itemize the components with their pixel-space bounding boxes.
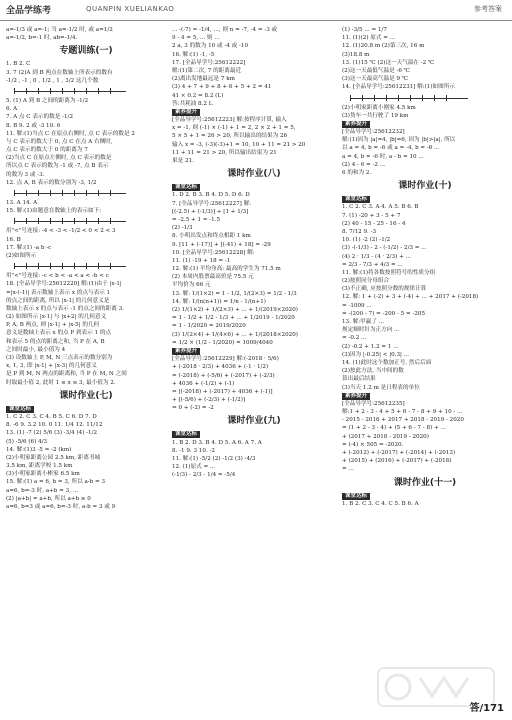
- answer-line: 算出最后结果: [342, 376, 376, 383]
- tag-row: [172, 183, 336, 191]
- answer-line: = 0 + (-2) = -2: [172, 405, 214, 412]
- number-line-tick: [86, 190, 87, 196]
- answer-line: x, 1, 3, 即 |x-1| + |x-3| 的几何意义: [6, 363, 97, 370]
- number-line-tick: [74, 218, 75, 224]
- answer-line: [(-2.5) + (-1/3)] + [1 + 1/3]: [172, 208, 249, 215]
- answer-line: a=6, b=3 或 a=6, b=-3 时, a-b = 3 或 9: [6, 504, 116, 510]
- answer-line: 17. 解:(1) -a b -c: [6, 244, 52, 251]
- answer-line: 11 + 11 = 21 > 20, 所以输出结果为 21: [172, 149, 277, 156]
- tag-row: [342, 120, 508, 128]
- tag-row: [172, 347, 336, 355]
- number-line-tick: [98, 218, 99, 224]
- answer-line: 11. 解:(1)将各数按照符号的性质分组: [342, 269, 436, 276]
- answer-line: 规定顺时针为正方向 ...: [342, 327, 400, 334]
- answer-line: - 2015 - 2016 + 2017 + 2018 - 2019 - 2020: [342, 417, 464, 424]
- answer-line: 7. [全品导学号:25612227] 解:: [172, 200, 252, 207]
- answer-line: 9 - 4 = 5, ... 则 ...: [172, 35, 220, 42]
- answer-line: 的点之间的距离, 所以 |x-1| 的几何意义是: [6, 297, 110, 304]
- category-tag: 素养提升: [172, 348, 200, 355]
- section-heading: 课时作业(七): [59, 390, 113, 401]
- answer-line: 41 × 0.2 = 8.2 (L): [172, 92, 224, 99]
- answer-line: (2) 40 - 15 - 25 - 16 - 4: [342, 220, 406, 227]
- answer-line: (5) -5/6 (6) 4/3: [6, 438, 48, 445]
- answer-line: 用"<"号连接: -4 < -3 < -1/2 < 0 < 2 < 3: [6, 228, 116, 235]
- category-tag: 素养提升: [342, 121, 370, 128]
- number-line-tick: [26, 218, 27, 224]
- answer-line: 的数为 3 或 -3.: [6, 171, 45, 178]
- category-tag: 课堂达标: [342, 196, 370, 203]
- answer-line: 3. 7 (2)A 到 B 两点在数轴上所表示的数有: [6, 69, 113, 76]
- answer-line: (2) 4 - 6 = -2 ...: [342, 161, 386, 168]
- number-line-tick: [38, 218, 39, 224]
- number-line-tick: [86, 218, 87, 224]
- answer-line: (3) 4 + 7 + 9 + 8 + 6 + 5 + 2 = 41: [172, 84, 272, 91]
- tag-row: [342, 195, 508, 203]
- tag-row: [172, 430, 336, 438]
- answer-line: 6 的和为 2.: [342, 170, 372, 176]
- answer-line: + (2017 + 2018 - 2019 - 2020): [342, 433, 429, 440]
- answer-line: 数轴上表示 x 的点与表示 -1 的点之间的距离 3.: [6, 305, 124, 312]
- section-heading: 课时作业(八): [227, 169, 281, 180]
- answer-line: 5 × 5 + 1 = 26 > 20, 所以输出的结果为 26: [172, 133, 288, 140]
- answer-line: 时取最小值 2, 此时 1 ≤ x ≤ 3, 最小值为 2.: [6, 379, 116, 386]
- answer-line: 15. 解:(1) a = 6, b = 3, 所以 a-b = 3: [6, 479, 106, 486]
- category-tag: 课堂达标: [172, 431, 200, 438]
- answer-line: 点 C 表示的数大于 0 的距离为 7: [6, 147, 88, 154]
- number-line-tick: [434, 95, 435, 101]
- answer-line: (2)这一天最低气温是 -6 ℃: [342, 67, 410, 74]
- number-line-tick: [86, 88, 87, 94]
- number-line-tick: [74, 190, 75, 196]
- answer-line: (3) 1/(2×4) + 1/(4×6) + ... + 1/(2018×2020): [172, 331, 298, 338]
- answer-line: = (-2018) + (-5/6) + (-2017) + (-2/3): [172, 372, 275, 379]
- answer-line: 解:(1)第二次, 7 的距离最近: [172, 67, 242, 74]
- number-line-tick: [38, 88, 39, 94]
- answer-line: 1. C 2. C 3. C 4. B 5. C 6. D 7. D: [6, 413, 97, 420]
- answer-line: 意义是数轴上表示 x 的点 P 到表示 1 的点: [6, 330, 112, 337]
- section-heading: 专题训练(一): [59, 46, 113, 57]
- number-line-tick: [110, 190, 111, 196]
- answer-line: 14. [全品导学号:25612231] 解:(1)如图所示: [342, 84, 455, 91]
- answer-line: (2)小明家距离公园 2.5 km, 距离书城: [6, 454, 101, 461]
- answer-line: 平均价为 66 元: [172, 282, 211, 289]
- answer-line: 8. B 9. 2 或 -3 10. 6: [6, 122, 61, 129]
- number-line-figure: [6, 260, 166, 272]
- answer-line: (2) |a+b| = a+b, 所以 a+b ≥ 0: [6, 495, 91, 502]
- tag-row: [342, 392, 508, 400]
- number-line-tick: [74, 88, 75, 94]
- page-header: [0, 0, 512, 21]
- answer-column-2: [172, 26, 336, 480]
- answer-line: (3)因为 |-0.25| < |0.3| ...: [342, 351, 410, 358]
- number-line-figure: [342, 92, 508, 104]
- answer-line: 答:共耗油 8.2 L: [172, 100, 213, 107]
- answer-line: a=-1/3 或 a=-1; 当 a=-1/2 时, 或 a=1/2: [6, 27, 113, 33]
- answer-line: (2)如图所示: [6, 252, 37, 259]
- answer-line: (2)按照同分母组合: [342, 278, 390, 285]
- number-line-tick: [74, 263, 75, 269]
- answer-line: (2)当点 C 在原点左侧时, 点 C 表示的数是: [6, 155, 112, 162]
- answer-line: = 1/2 × (1/2 - 1/2020) = 1009/4040: [172, 339, 273, 346]
- answer-line: a=6, b=-3 时, a+b = 3, ...: [6, 487, 79, 494]
- answer-line: (3)18.8 m: [342, 51, 370, 58]
- answer-line: = 1 - 1/2020 = 2019/2020: [172, 323, 246, 330]
- category-tag: 素养提升: [342, 393, 370, 400]
- answer-line: 10. [全品导学号:25612228] 解:: [172, 249, 255, 256]
- number-line-tick: [362, 95, 363, 101]
- answer-line: 18. [全品导学号:25612220] 解:(1)由于 |x-1|: [6, 281, 122, 288]
- answer-line: 16. 解:(1) -1, -5: [172, 51, 215, 58]
- answer-line: 17. [全品导学号:25612222]: [172, 59, 246, 66]
- number-line-tick: [62, 218, 63, 224]
- answer-line: 15. 解:(1)由题意在数轴上的表示如下:: [6, 208, 102, 215]
- answer-line: 14. (1)此时这个数加正号, 然后后面: [342, 359, 432, 366]
- answer-line: x = -1, 则 (-1) × (-1) + 1 = 2, 2 × 2 + 1 = 5,: [172, 125, 296, 132]
- answer-line: = -0.2 ...: [342, 335, 367, 342]
- answer-line: 1. C 2. C 3. A 4. A 5. B 6. B: [342, 204, 419, 211]
- answer-line: (2) -1/3: [172, 225, 193, 232]
- answer-line: 11. (1)(2) 原式 = ...: [342, 35, 396, 42]
- brand-subtitle: QUANPIN XUELIANKAO: [86, 5, 175, 13]
- number-line-tick: [14, 88, 15, 94]
- number-line-tick: [38, 263, 39, 269]
- number-line-tick: [446, 95, 447, 101]
- answer-line: + 4036 + (-1/2) + (-1): [172, 380, 235, 387]
- answer-line: (3)不正确, 应按照分数的规律计算: [342, 286, 427, 293]
- number-line-tick: [110, 88, 111, 94]
- answer-line: 13. A 14. A: [6, 200, 38, 206]
- number-line-tick: [50, 263, 51, 269]
- number-line-tick: [98, 263, 99, 269]
- number-line-tick: [98, 88, 99, 94]
- number-line-tick: [110, 263, 111, 269]
- answer-line: + [(-5/6) + (-2/3) + (-1/2)]: [172, 397, 246, 404]
- number-line-tick: [50, 88, 51, 94]
- number-line-tick: [398, 95, 399, 101]
- tag-row: [342, 492, 508, 500]
- answer-line: 与 C 表示的数大于 0, 点 C 在点 A 右侧时,: [6, 138, 113, 145]
- answer-line: 果是 21.: [172, 158, 194, 164]
- answer-line: + (-2018 · 2/3) + 4036 + (-1 · 1/2): [172, 364, 269, 371]
- answer-line: =|x-(-1)| 表示数轴上表示 x 的点与表示 1: [6, 289, 111, 296]
- page-number: 答/171: [469, 703, 504, 714]
- number-line-tick: [50, 190, 51, 196]
- answer-line: (4) 2 · 1/3 - (4 · 2/3) + ...: [342, 253, 411, 260]
- answer-line: [全品导学号:25612235]: [342, 400, 405, 407]
- answer-line: = -2.5 + 1 = -1.5: [172, 216, 221, 223]
- number-line-tick: [14, 218, 15, 224]
- answer-line: 10. (1) -2 (2) -1/2: [342, 237, 391, 244]
- number-line-figure: [6, 85, 166, 97]
- answer-line: 12. (1)20.8 m (2)第三次, 16 m: [342, 43, 425, 50]
- answer-line: 13. 解:甲赢了 ...: [342, 319, 385, 325]
- number-line-tick: [62, 263, 63, 269]
- answer-line: 1. B 2. C 3. C 4. C 5. B 6. A: [342, 500, 419, 507]
- number-line-tick: [110, 218, 111, 224]
- number-line-tick: [98, 190, 99, 196]
- answer-line: 14. 解: 1/(n(n+1)) = 1/n - 1/(n+1): [172, 298, 266, 305]
- answer-line: 13. (1)15 ℃ (2)这一天气温在 -2 ℃: [342, 59, 435, 66]
- answer-line: 13. 解: 1/(1×2) = 1 - 1/2, 1/(2×3) = 1/2 - 1/3: [172, 290, 297, 297]
- number-line-axis: [350, 98, 468, 99]
- answer-line: = 1 - 1/2 + 1/2 - 1/3 + ... + 1/2019 - 1/2020: [172, 315, 295, 322]
- answer-line: (2) 如图所示 |x-1| 与 |x+2| 的几何意义: [6, 314, 107, 321]
- answer-line: (2) 本周内股票最高价是 75.5 元: [172, 274, 254, 281]
- number-line-tick: [386, 95, 387, 101]
- answer-line: (-1/3) - 2/3 - 1/4 = -5/4: [172, 472, 236, 479]
- answer-line: 8. -1 9. 3 10. -2: [172, 447, 215, 454]
- answer-line: 12. (1)原式 = ...: [172, 464, 216, 471]
- answer-line: 和表示 5 的点的距离之和, 当 P 在 A, B: [6, 338, 105, 345]
- answer-line: 之间时最小, 最小值为 4: [6, 346, 66, 353]
- tag-row: [172, 108, 336, 116]
- answer-line: 1. D 2. B 3. B 4. D 5. D 6. D: [172, 192, 250, 199]
- category-tag: 素养提升: [172, 109, 200, 116]
- answer-line: 7. A 点 C 表示的数是 -1/2: [6, 114, 74, 121]
- answer-line: 11. 解:(1)当点 C 在原点右侧时, 点 C 表示的数是 2: [6, 130, 135, 137]
- number-line-tick: [26, 190, 27, 196]
- answer-line: = -(200 - 7) = -200 - 5 = -205: [342, 310, 426, 317]
- answer-line: 解:1 + 2 - 3 - 4 + 5 + 6 - 7 - 8 + 9 + 10 - ...: [342, 409, 463, 416]
- answer-line: (2)按此方法, 当中间的数: [342, 368, 404, 375]
- answer-line: 解:(1)因为 |a|=4, |b|=6, 因为 |b|>|a|, 所以: [342, 137, 456, 144]
- answer-line: ... -(-7) = -1/4, ..., 则 n = -7, -4 = -3 或: [172, 27, 278, 33]
- answer-line: (3)小明家距离小彬家 6.5 km: [6, 471, 80, 478]
- number-line-tick: [50, 218, 51, 224]
- answer-line: 6. A: [6, 106, 18, 113]
- answer-column-1: [6, 26, 166, 511]
- answer-line: (1) -3/5 ... = 1/7: [342, 27, 387, 33]
- answer-line: (3)这一天最高气温是 9 ℃: [342, 76, 409, 83]
- answer-line: 8. 7/12 9. -3: [342, 228, 377, 235]
- tag-row: [6, 405, 166, 413]
- answer-line: = (-4) × 505 = -2020.: [342, 441, 404, 448]
- number-line-tick: [38, 190, 39, 196]
- header-section-title: 参考答案: [474, 5, 502, 13]
- answer-line: (2)离出发地最远是 7 km: [172, 76, 235, 83]
- answer-line: + (2015) + (2016) + (-2017) + (-2018): [342, 458, 452, 465]
- answer-line: a = 4, b = -6 时, a - b = 10 ...: [342, 153, 424, 160]
- number-line-figure: [6, 215, 166, 227]
- answer-line: (3) 设数轴上 P, M, N 三点表示的数分别为: [6, 355, 113, 361]
- answer-line: (2)小明家距离小刚家 4.5 km: [342, 104, 416, 111]
- answer-line: 输入 x = -3, (-3)(-3)+1 = 10, 10 + 11 = 21 > 20: [172, 141, 306, 148]
- number-line-tick: [86, 263, 87, 269]
- answer-line: = (1 + 2 - 3 - 4) + (5 + 6 - 7 - 8) + ...: [342, 425, 446, 432]
- category-tag: 课堂达标: [6, 406, 34, 413]
- answer-line: = ...: [342, 466, 354, 473]
- answer-line: 所以点 C 表示的数为 -1 或 -7, 点 B 表示: [6, 163, 109, 170]
- answer-line: [全品导学号:25612229] 解:(-2018 · 5/6): [172, 356, 279, 363]
- answer-line: a=-1/2, b=-1 时, ab=-1/4.: [6, 35, 78, 42]
- answer-line: 8. 小明出发点和终点相距 1 km: [172, 233, 251, 240]
- answer-line: (3)货车一共行驶了 19 km: [342, 112, 409, 119]
- answer-line: 3.5 km, 距离学校 1.5 km: [6, 463, 73, 470]
- number-line-tick: [14, 263, 15, 269]
- brand-logo: 全品学练考: [6, 6, 52, 16]
- number-line-tick: [422, 95, 423, 101]
- answer-line: 9. [11 + (-17)] + [(-41) + 18] = -29: [172, 241, 271, 248]
- answer-line: 8. -6 9. 3.2 10. 0 11. 1/4 12. 11/12: [6, 422, 103, 429]
- section-heading: 课时作业(九): [227, 416, 281, 427]
- answer-line: (3)当天 1.2 m 是日程表的单位: [342, 384, 420, 391]
- answer-line: 12. 点 A, B 表示的数分别为 -3, 1/2: [6, 179, 97, 186]
- number-line-figure: [6, 187, 166, 199]
- answer-line: + (-2012) + (-2017) + (-2014) + (-2013): [342, 450, 456, 456]
- answer-line: 1. B 2. C: [6, 61, 31, 68]
- answer-line: (2) 1/(1×2) + 1/(2×3) + ... + 1/(2019×2020): [172, 307, 298, 313]
- category-tag: 课堂达标: [342, 493, 370, 500]
- answer-line: 13. (1) -7 (2) 5/6 (3) -3/4 (4) -1/2: [6, 430, 98, 437]
- answer-column-3: [342, 26, 508, 508]
- answer-line: (3) -(-1/3) - 2 - (-1/2) - 2/3 = ...: [342, 245, 427, 252]
- number-line-tick: [62, 190, 63, 196]
- answer-line: -1/2 , -1 , 0 , 1/2 , 1 , 3/2 这几个数: [6, 77, 99, 84]
- answer-line: 11. (1) -19 + 18 = -1: [172, 257, 231, 264]
- answer-line: = [(-2018) + (-2017) + 4036 + (-1)]: [172, 388, 273, 395]
- answer-line: (2) -0.2 + 1.2 = 1 ...: [342, 343, 399, 350]
- answer-line: 2 a, 3 的数为 10 或 -4 或 -10: [172, 43, 248, 50]
- answer-line: 以 a = 4, b = -6 或 a = -4, b = -6 ...: [342, 145, 440, 152]
- answer-line: 11. 解:(1) -5/2 (2) -1/2 (3) -4/3: [172, 456, 256, 462]
- answer-line: 7. (1) -20 + 3 - 5 + 7: [342, 212, 401, 219]
- answer-line: 16. B: [6, 236, 21, 243]
- number-line-tick: [350, 95, 351, 101]
- answer-line: [全品导学号:25612232]: [342, 129, 405, 136]
- number-line-tick: [14, 190, 15, 196]
- number-line-tick: [374, 95, 375, 101]
- category-tag: 课堂达标: [172, 184, 200, 191]
- number-line-tick: [26, 263, 27, 269]
- section-heading: 课时作业(十): [398, 181, 452, 192]
- answer-line: 12. 解: 1 + (-2) + 3 + (-4) + ... + 2017 + (-2018): [342, 294, 479, 301]
- answer-line: 用"<"号连接: -c < b < -a < a < -b < c: [6, 273, 109, 280]
- answer-line: = -1009 ...: [342, 302, 372, 309]
- answer-line: 5. (1) A 到 B 之间的距离为 -1/2: [6, 97, 89, 104]
- answer-line: 1. B 2. D 3. B 4. D 5. A 6. A 7. A: [172, 439, 262, 446]
- number-line-tick: [410, 95, 411, 101]
- number-line-tick: [26, 88, 27, 94]
- answer-line: P, A, B 两点, 则 |x-1| + |x-5| 的几何: [6, 322, 100, 329]
- number-line-tick: [62, 88, 63, 94]
- answer-line: 是 P 到 M, N 两点的距离和, 当 P 在 M, N 之间: [6, 371, 127, 378]
- section-heading: 课时作业(十一): [393, 477, 457, 488]
- answer-line: [全品导学号:25612223] 解:按程序计算, 输入: [172, 117, 287, 124]
- answer-line: 14. 解:(1)3 -5 = -2 (km): [6, 446, 72, 453]
- answer-line: 12. 解:(1) 平均身高: 最高的学生为 71.5 m: [172, 266, 281, 273]
- answer-line: = 2/3 - 7/3 + 4/3 = ...: [342, 261, 403, 268]
